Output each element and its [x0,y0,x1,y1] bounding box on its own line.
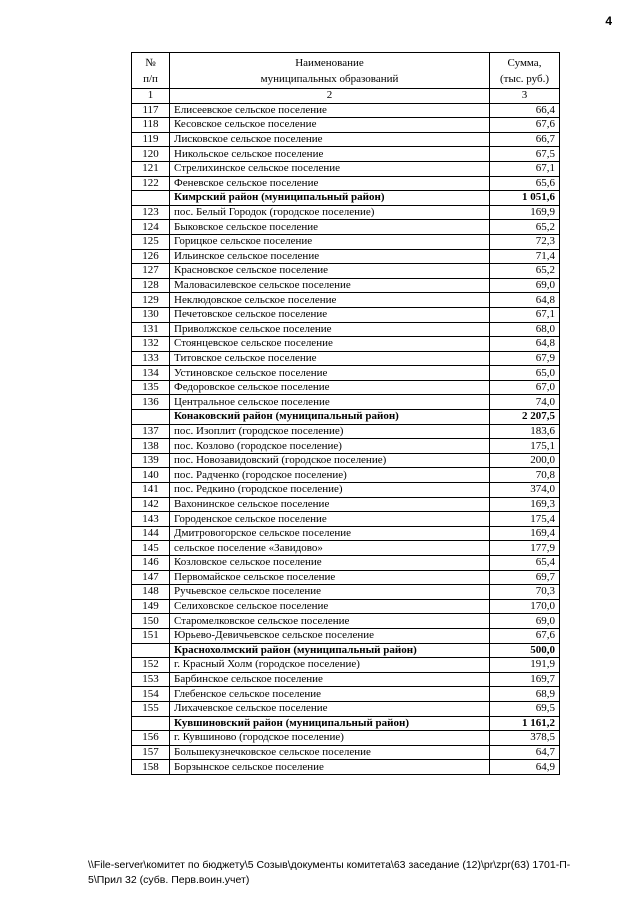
table-row [132,556,560,571]
row-number: 134 [132,366,170,381]
municipality-name: пос. Козлово (городское поселение) [170,439,490,454]
table-row [132,483,560,498]
municipality-name: Неклюдовское сельское поселение [170,293,490,308]
municipality-name: Стрелихинское сельское поселение [170,161,490,176]
municipality-name: Кимрский район (муниципальный район) [170,191,490,206]
municipality-name: Первомайское сельское поселение [170,570,490,585]
amount: 169,4 [490,526,560,541]
header-num-line2: п/п [143,72,158,85]
row-number [132,643,170,658]
municipality-name: Вахонинское сельское поселение [170,497,490,512]
table-row [132,701,560,716]
amount: 69,5 [490,701,560,716]
municipality-name: Козловское сельское поселение [170,556,490,571]
row-number [132,716,170,731]
municipality-name: Никольское сельское поселение [170,147,490,162]
row-number: 131 [132,322,170,337]
municipality-name: Красновское сельское поселение [170,264,490,279]
municipality-name: Елисеевское сельское поселение [170,103,490,118]
row-number: 158 [132,760,170,775]
table-row [132,468,560,483]
municipality-name: Городенское сельское поселение [170,512,490,527]
header-sum-line2: (тыс. руб.) [500,72,549,85]
amount: 67,5 [490,147,560,162]
budget-table [131,52,560,775]
municipality-name: Феневское сельское поселение [170,176,490,191]
municipality-name: пос. Радченко (городское поселение) [170,468,490,483]
table-row [132,658,560,673]
table-row [132,307,560,322]
row-number: 122 [132,176,170,191]
municipality-name: пос. Редкино (городское поселение) [170,483,490,498]
table-row [132,264,560,279]
amount: 64,8 [490,293,560,308]
table-row [132,614,560,629]
row-number: 151 [132,628,170,643]
municipality-name: Дмитровогорское сельское поселение [170,526,490,541]
amount: 69,0 [490,278,560,293]
amount: 177,9 [490,541,560,556]
amount: 65,6 [490,176,560,191]
footer-line-2: 5\Прил 32 (субв. Перв.воин.учет) [88,874,250,886]
table-row [132,687,560,702]
amount: 1 161,2 [490,716,560,731]
row-number: 125 [132,234,170,249]
municipality-name: Селиховское сельское поселение [170,599,490,614]
municipality-name: сельское поселение «Завидово» [170,541,490,556]
amount: 64,9 [490,760,560,775]
table-row [132,760,560,775]
row-number: 153 [132,672,170,687]
row-number: 119 [132,132,170,147]
amount: 65,2 [490,264,560,279]
footer-line-1: \\File-server\комитет по бюджету\5 Созыв\документы комитета\63 заседание (12)\pr\zpr(63) 1701-П- [88,859,571,871]
municipality-name: г. Кувшиново (городское поселение) [170,731,490,746]
amount: 72,3 [490,234,560,249]
municipality-name: Борзынское сельское поселение [170,760,490,775]
table-row [132,234,560,249]
table-row [132,439,560,454]
page-number: 4 [605,14,612,28]
row-number: 121 [132,161,170,176]
amount: 68,0 [490,322,560,337]
table-row [132,599,560,614]
table-row [132,132,560,147]
table-row [132,249,560,264]
amount: 67,1 [490,161,560,176]
amount: 67,1 [490,307,560,322]
amount: 65,2 [490,220,560,235]
row-number: 142 [132,497,170,512]
table-row [132,351,560,366]
row-number: 126 [132,249,170,264]
header-sum [490,53,560,89]
amount: 69,7 [490,570,560,585]
table-row [132,731,560,746]
municipality-name: пос. Изоплит (городское поселение) [170,424,490,439]
municipality-name: Печетовское сельское поселение [170,307,490,322]
amount: 67,6 [490,628,560,643]
row-number: 137 [132,424,170,439]
row-number: 155 [132,701,170,716]
amount: 70,8 [490,468,560,483]
municipality-name: Приволжское сельское поселение [170,322,490,337]
column-index-3: 3 [490,89,560,104]
header-num-line1: № [145,56,156,69]
municipality-name: Титовское сельское поселение [170,351,490,366]
municipality-name: Лисковское сельское поселение [170,132,490,147]
table-row [132,147,560,162]
column-index-row [132,89,560,104]
amount: 378,5 [490,731,560,746]
amount: 67,9 [490,351,560,366]
amount: 74,0 [490,395,560,410]
municipality-name: Старомелковское сельское поселение [170,614,490,629]
row-number: 150 [132,614,170,629]
row-number [132,410,170,425]
table-row [132,278,560,293]
amount: 175,1 [490,439,560,454]
row-number: 136 [132,395,170,410]
row-number: 149 [132,599,170,614]
row-number: 141 [132,483,170,498]
table-row [132,672,560,687]
amount: 71,4 [490,249,560,264]
municipality-name: Центральное сельское поселение [170,395,490,410]
table-body [132,103,560,774]
amount: 500,0 [490,643,560,658]
municipality-name: Краснохолмский район (муниципальный район) [170,643,490,658]
amount: 169,7 [490,672,560,687]
amount: 64,7 [490,745,560,760]
amount: 183,6 [490,424,560,439]
amount: 191,9 [490,658,560,673]
amount: 67,0 [490,380,560,395]
row-number: 157 [132,745,170,760]
column-index-1: 1 [132,89,170,104]
amount: 374,0 [490,483,560,498]
municipality-name: Маловасилевское сельское поселение [170,278,490,293]
amount: 68,9 [490,687,560,702]
amount: 2 207,5 [490,410,560,425]
municipality-name: Лихачевское сельское поселение [170,701,490,716]
row-number: 143 [132,512,170,527]
table-row [132,541,560,556]
row-number: 148 [132,585,170,600]
municipality-name: г. Красный Холм (городское поселение) [170,658,490,673]
file-path-footer [88,858,608,888]
amount: 66,7 [490,132,560,147]
row-number: 123 [132,205,170,220]
table-row [132,745,560,760]
table-row [132,176,560,191]
row-number: 156 [132,731,170,746]
amount: 200,0 [490,453,560,468]
row-number: 133 [132,351,170,366]
table-row [132,118,560,133]
row-number: 154 [132,687,170,702]
header-num [132,53,170,89]
table-row [132,453,560,468]
amount: 65,0 [490,366,560,381]
row-number: 129 [132,293,170,308]
row-number: 130 [132,307,170,322]
amount: 67,6 [490,118,560,133]
row-number: 127 [132,264,170,279]
amount: 70,3 [490,585,560,600]
table-row [132,497,560,512]
row-number: 132 [132,337,170,352]
row-number: 146 [132,556,170,571]
row-number: 128 [132,278,170,293]
table-row [132,337,560,352]
municipality-name: Стоянцевское сельское поселение [170,337,490,352]
district-row [132,716,560,731]
header-name-line1: Наименование [295,56,364,69]
amount: 170,0 [490,599,560,614]
district-row [132,410,560,425]
table-row [132,205,560,220]
row-number: 120 [132,147,170,162]
amount: 64,8 [490,337,560,352]
row-number: 144 [132,526,170,541]
amount: 69,0 [490,614,560,629]
table-row [132,512,560,527]
municipality-name: Конаковский район (муниципальный район) [170,410,490,425]
row-number: 117 [132,103,170,118]
table-header-row [132,53,560,89]
municipality-name: Кувшиновский район (муниципальный район) [170,716,490,731]
municipality-name: пос. Белый Городок (городское поселение) [170,205,490,220]
column-index-2: 2 [170,89,490,104]
district-row [132,191,560,206]
municipality-name: Быковское сельское поселение [170,220,490,235]
row-number: 145 [132,541,170,556]
table-row [132,570,560,585]
row-number: 140 [132,468,170,483]
table-row [132,424,560,439]
row-number: 138 [132,439,170,454]
municipality-name: Юрьево-Девичьевское сельское поселение [170,628,490,643]
row-number: 147 [132,570,170,585]
table-row [132,220,560,235]
table-row [132,293,560,308]
table-row [132,526,560,541]
municipality-name: Горицкое сельское поселение [170,234,490,249]
table-row [132,380,560,395]
municipality-name: Глебенское сельское поселение [170,687,490,702]
municipality-name: Федоровское сельское поселение [170,380,490,395]
header-sum-line1: Сумма, [507,56,542,69]
row-number: 118 [132,118,170,133]
municipality-name: Устиновское сельское поселение [170,366,490,381]
amount: 169,3 [490,497,560,512]
header-name [170,53,490,89]
municipality-name: Барбинское сельское поселение [170,672,490,687]
table-row [132,628,560,643]
table-row [132,161,560,176]
municipality-name: Кесовское сельское поселение [170,118,490,133]
amount: 175,4 [490,512,560,527]
table-row [132,585,560,600]
row-number [132,191,170,206]
municipality-name: Ручьевское сельское поселение [170,585,490,600]
amount: 1 051,6 [490,191,560,206]
amount: 65,4 [490,556,560,571]
header-name-line2: муниципальных образований [260,72,399,85]
table-row [132,366,560,381]
district-row [132,643,560,658]
table-row [132,103,560,118]
municipality-name: Большекузнечковское сельское поселение [170,745,490,760]
municipality-name: Ильинское сельское поселение [170,249,490,264]
row-number: 152 [132,658,170,673]
municipality-name: пос. Новозавидовский (городское поселение) [170,453,490,468]
table-row [132,322,560,337]
table-row [132,395,560,410]
row-number: 124 [132,220,170,235]
row-number: 139 [132,453,170,468]
amount: 66,4 [490,103,560,118]
row-number: 135 [132,380,170,395]
amount: 169,9 [490,205,560,220]
